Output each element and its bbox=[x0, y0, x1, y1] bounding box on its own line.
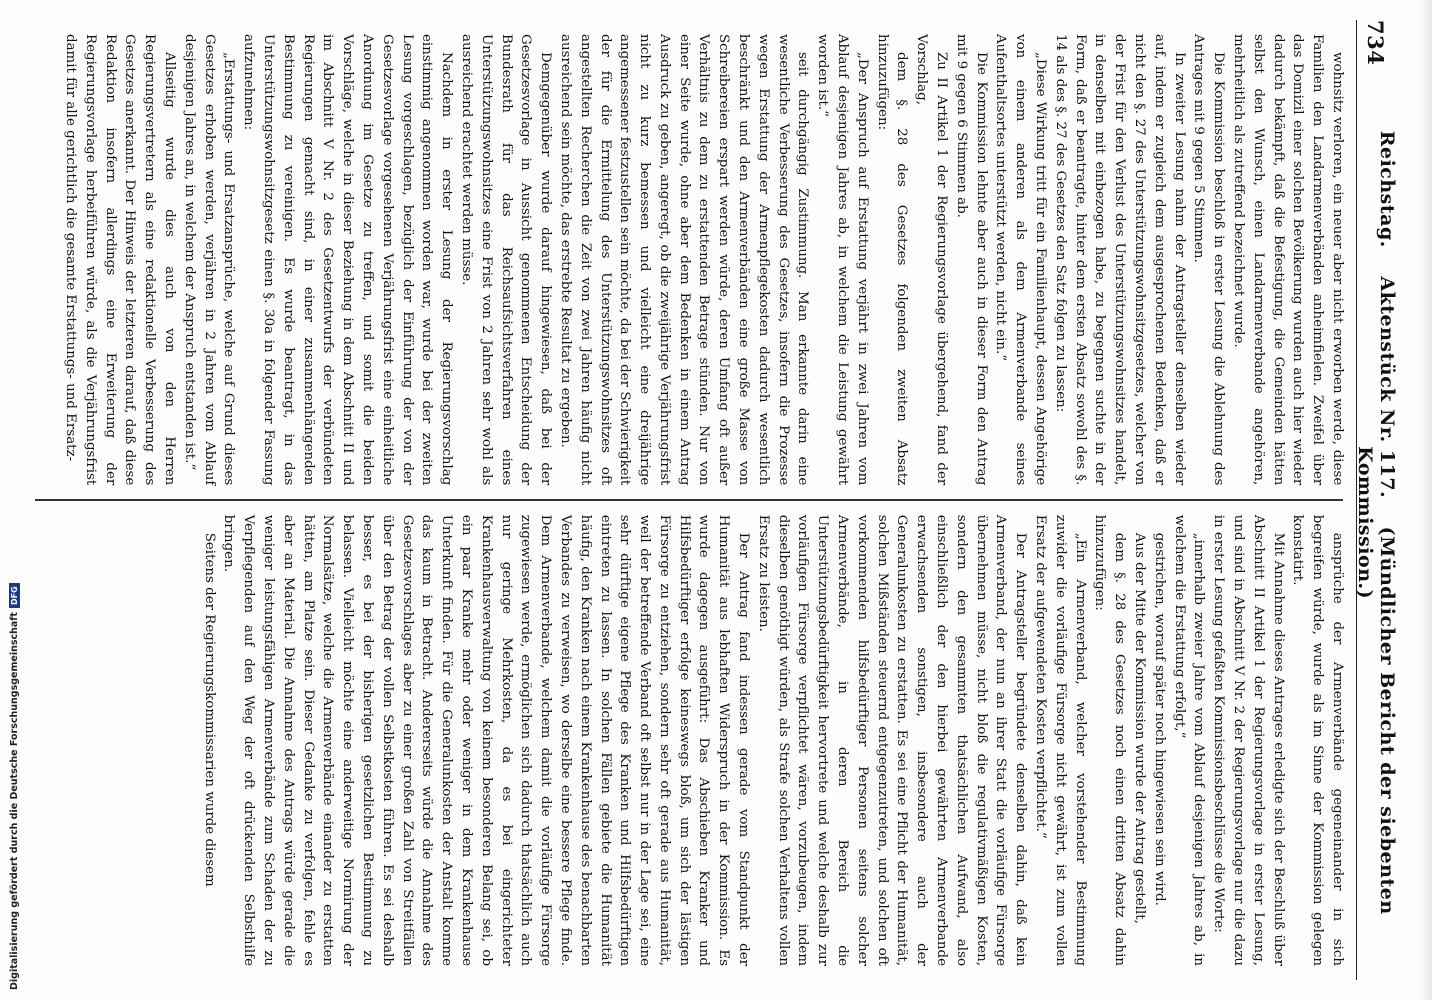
header-section bbox=[1354, 65, 1398, 980]
header-document: Aktenstück Nr. 117. bbox=[1376, 276, 1398, 499]
page-number: 734 bbox=[1363, 20, 1389, 66]
dfg-logo: DFG bbox=[9, 583, 20, 608]
paragraph: seit durchgängig Zustimmung. Man erkannte darin eine wesentliche Verbesserung des Gesetzes, insofern die Prozesse wegen Erstattung der Armenpflegekosten dadurch wesentlich beschränkt und den Armenverbänden eine große Masse von Schreibereien erspart werden würde, deren Umfang oft außer Verhältnis zu dem zu erstattenden Betrage stünden. Nur von einer Seite wurde, ohne aber dem Bedenken in einem Antrag Ausdruck zu geben, angeregt, ob die zweijährige Verjährungsfrist nicht zu kurz bemessen und vielleicht eine dreijährige angemessener festzustellen sein möchte, da bei der Schwierigkeit der für die Ermittelung des Unterstützungswohnsitzes oft angestellten Recherchen die Zeit von zwei Jahren häufig nicht ausreichend sein möchte, das erstrebte Resultat zu ergeben. bbox=[557, 34, 811, 486]
paragraph: Seitens der Regierungskommissarien wurde diesem bbox=[201, 532, 217, 887]
paragraph: Allseitig wurde dies auch von den Herren Regierungsvertretern als eine redaktionelle Verbesserung des Gesetzes anerkannt. Der Hinweis der letzteren darauf, daß diese Redaktion insofern allerdings eine Erweiterung der Regierungsvorlage herbeiführen würde, als die Verjährungsfrist damit für alle gerichtlich die gesamte Erstattungs- und Ersatz- bbox=[63, 34, 177, 486]
left-column bbox=[35, 20, 1347, 499]
scan-edge-shadow bbox=[1418, 0, 1432, 1000]
credit-text: Digitalisierung gefördert durch die Deutsche Forschungsgemeinschaft bbox=[9, 612, 20, 990]
paragraph: dem §. 28 des Gesetzes noch einen dritten Absatz dahin hinzuzufügen: bbox=[1092, 514, 1128, 967]
paragraph: Die Kommission lehnte aber auch in dieser Form den Antrag mit 9 gegen 6 Stimmen ab. bbox=[953, 34, 989, 486]
text-columns bbox=[35, 20, 1347, 980]
page-header bbox=[1354, 20, 1398, 980]
paragraph: „innerhalb zweier Jahre vom Ablauf desjenigen Jahres ab, in welchem die Erstattung erfolgt,“ bbox=[1171, 514, 1207, 967]
header-subject: (Mündlicher Bericht der siebenten Kommission.) bbox=[1354, 446, 1398, 915]
right-column bbox=[35, 501, 1347, 980]
paragraph: Demgegenüber wurde darauf hingewiesen, daß bei der Gesetzesvorlage in Aussicht genommenen Entscheidung der Bundesrath für das Reichsaufsichtsverfahren eines Unterstützungswohnsitzes eine Frist von 2 Jahren sehr wohl als ausreichend erachtet werden müsse. bbox=[458, 34, 554, 486]
header-section-name: Reichstag. bbox=[1376, 130, 1398, 248]
paragraph: „Ein Armenverband, welcher vorstehender Bestimmung zuwider die vorläufige Fürsorge nicht gewährt, ist zum vollen Ersatz der aufgewendeten Kosten verpflichtet.“ bbox=[1033, 514, 1088, 967]
paragraph: Zu II Artikel 1 der Regierungsvorlage übergehend, fand der Vorschlag, bbox=[914, 34, 950, 486]
rotated-page-content bbox=[25, 0, 1405, 1000]
paragraph: Der Antrag fand indessen gerade vom Standpunkt der Humanität aus lebhaften Widerspruch in der Kommission. Es wurde dagegen ausgeführt: Das Abschieben Kranker und Hilfsbedürftiger erfolge keineswegs bloß, um sich der lästigen Fürsorge zu entziehen, sondern sehr oft gerade aus Humanität, weil der betreffende Verband oft selbst nur in der Lage sei, eine sehr dürftige eigene Pflege des Kranken und Hilfsbedürftigen eintreten zu lassen. In solchen Fällen gebiete die Humanität häufig, den Kranken nach einem Krankenhause des benachbarten Verbandes zu verweisen, wo derselbe eine bessere Pflege finde. Dem Armenverbande, welchem damit die vorläufige Fürsorge zugewiesen werde, ermöglichen sich dadurch thatsächlich auch nur geringe Mehrkosten, da es bei eingerichteter Krankenhausverwaltung von keinem besonderen Belang sei, ob ein paar Kranke mehr oder weniger in dem Krankenhause Unterkunft finden. Für die Generalunkosten der Anstalt komme das kaum in Betracht. Andererseits würde die Annahme des Gesetzesvorschlages aber zu einer großen Zahl von Streitfällen über den Betrag der vollen Selbstkosten führen. Es sei deshalb besser, es bei der bisherigen gesetzlichen Bestimmung zu belassen. Vielleicht möchte eine anderweitige Normirung der Normalsätze, welche die Armenverbände einander zu erstatten hätten, am Platze sein. Dieser Gedanke zu verfolgen, fehle es aber an Material. Die Annahme des Antrags würde gerade die weniger leistungsfähigen Armenverbände zum Schaden der zu Verpflegenden auf den Weg der oft drückenden Selbsthilfe bringen. bbox=[221, 514, 752, 967]
paragraph: wohnsitz verloren, ein neuer aber nicht erworben werde, diese Familien den Landarmenverbänden anheimfielen. Zweifel über das Domizil einer solchen Bevölkerung wurden auch hier wieder dadurch bekämpft, daß die Befestigung, die Gemeinden hätten selbst den Wunsch, einen Landarmenverbande angehören, mehrheitlich als zutreffend bezeichnet wurde. bbox=[1231, 34, 1345, 486]
paragraph: „Diese Wirkung tritt für ein Familienhaupt, dessen Angehörige von einem anderen als dem Armenverbande seines Aufenthaltsortes unterstützt werden, nicht ein.“ bbox=[993, 34, 1049, 486]
paragraph: Aus der Mitte der Kommission wurde der Antrag gestellt, bbox=[1132, 532, 1148, 924]
paragraph: Die Kommission beschloß in erster Lesung die Ablehnung des Antrages mit 9 gegen 5 Stimmen. bbox=[1191, 34, 1227, 486]
paragraph: In zweiter Lesung nahm der Antragsteller denselben wieder auf, indem er zugleich dem ausgesprochenen Bedenken, daß er nicht den §. 27 des Unterstützungswohnsitzgesetzes, welcher von der Frist für den Verlust des Unterstützungswohnsitzes handelt, in denselben mit einbezogen habe, zu begegnen suchte in der Form, daß er beantragte, hinter dem ersten Absatz sowohl des §. 14 als des §. 27 des Gesetzes den Satz folgen zu lassen: bbox=[1052, 34, 1187, 486]
digitization-credit bbox=[2, 0, 24, 1000]
paragraph: Mit Annahme dieses Antrages erledigte sich der Beschluß über Abschnitt II Artikel 1 der Regierungsvorlage in erster Lesung, und sind in Abschnitt V Nr. 2 der Regierungsvorlage nur die dazu in erster Lesung gefaßten Kommissionsbeschlüsse die Worte: bbox=[1211, 514, 1286, 967]
paragraph: „Der Anspruch auf Erstattung verjährt in zwei Jahren vom Ablauf desjenigen Jahres ab, in welchem die Leistung gewährt worden ist.“ bbox=[815, 34, 870, 486]
paragraph: „Erstattungs- und Ersatzansprüche, welche auf Grund dieses Gesetzes erhoben werden, verjähren in 2 Jahren vom Ablauf desjenigen Jahres an, in welchem der Anspruch entstanden ist.“ bbox=[181, 34, 237, 486]
paragraph: gestrichen, worauf später noch hingewiesen sein wird. bbox=[1151, 532, 1167, 906]
paragraph: Nachdem in erster Lesung der Regierungsvorschlag einstimmig angenommen worden war, wurde bei der zweiten Lesung vorgeschlagen, bezüglich der Einführung der von der Gesetzesvorlage vorgesehenen Verjährungsfrist eine einheitliche Anordnung im Gesetze zu treffen, und somit die beiden Vorschläge, welche in dieser Beziehung in dem Abschnitt II und im Abschnitt V Nr. 2 des Gesetzentwurfs der verbündeten Regierungen gemacht sind, in einer zusammenhängenden Bestimmung zu vereinigen. Es wurde beantragt, in das Unterstützungswohnsitzgesetz einen §. 30a in folgender Fassung aufzunehmen: bbox=[241, 34, 455, 486]
paragraph: ansprüche der Armenverbände gegeneinander in sich begreifen würde, wurde als im Sinne der Kommission gelegen konstatirt. bbox=[1290, 514, 1345, 967]
paragraph: Der Antragsteller begründete denselben dahin, daß kein Armenverband, der nun an ihrer Statt die vorläufige Fürsorge übernehmen müsse, nicht bloß die regulativmäßigen Kosten, sondern den gesammten thatsächlichen Aufwand, also einschließlich der den hierbei gewährten Armenverbande erwachsenden sonstigen, insbesondere auch der Generalunkosten zu erstatten. Es sei eine Pflicht der Humanität, solchen Mißständen steuernd entgegenzutreten, und solchen oft vorkommenden hilfsbedürftiger Personen seitens solcher Armenverbände, in deren Bereich die Unterstützungsbedürftigkeit hervortrete und welche deshalb zur vorläufigen Fürsorge verpflichtet wären, vorzubeugen, indem dieselben genöthigt würden, als Strafe solchen Verhaltens vollen Ersatz zu leisten. bbox=[755, 514, 1029, 967]
paragraph: dem §. 28 des Gesetzes folgenden zweiten Absatz hinzuzufügen: bbox=[874, 34, 910, 486]
